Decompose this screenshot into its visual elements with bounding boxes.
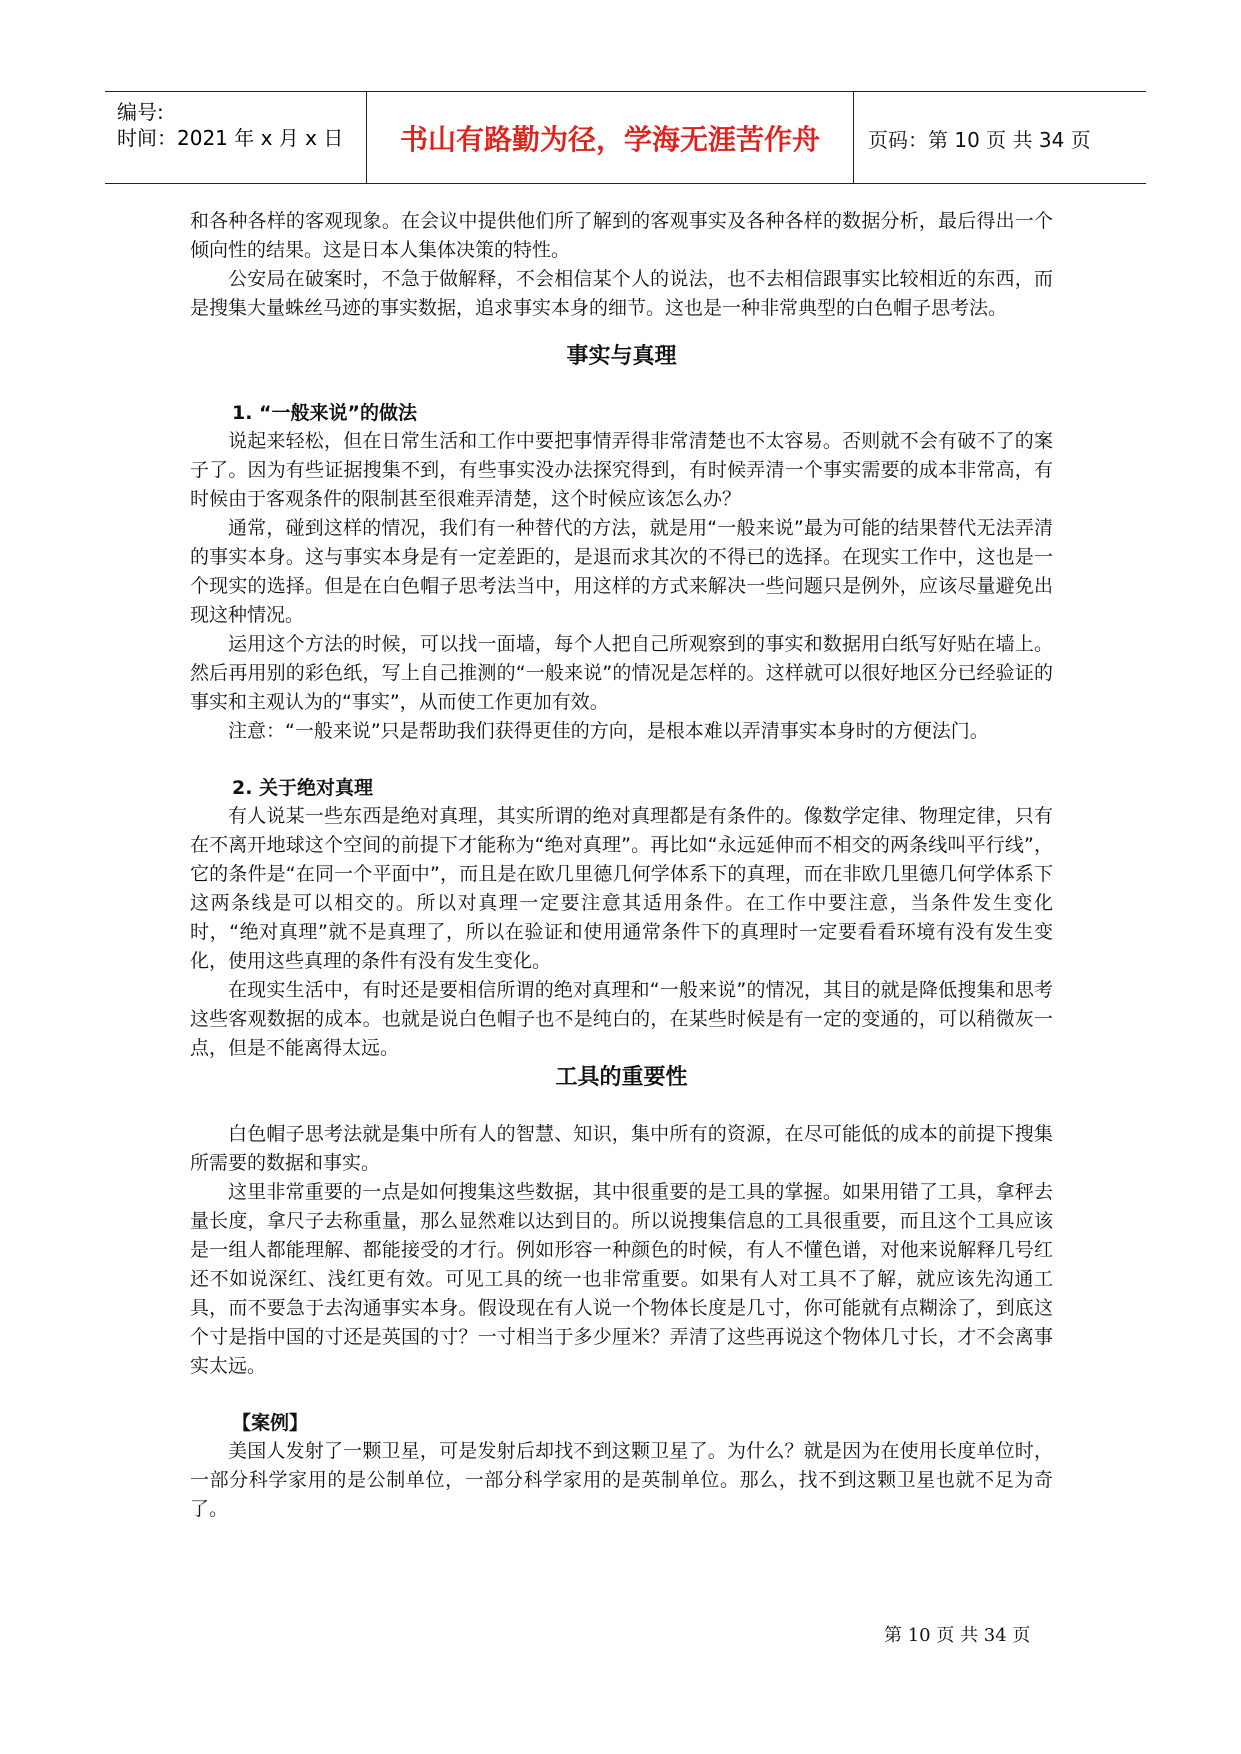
document-body bbox=[190, 207, 1053, 1524]
header-table bbox=[105, 91, 1146, 184]
header-page-number: 页码：第 10 页 共 34 页 bbox=[868, 128, 1091, 152]
paragraph: 说起来轻松，但在日常生活和工作中要把事情弄得非常清楚也不太容易。否则就不会有破不了的案子了。因为有些证据搜集不到，有些事实没办法探究得到，有时候弄清一个事实需要的成本非常高，有时候由于客观条件的限制甚至很难弄清楚，这个时候应该怎么办？ bbox=[190, 430, 1053, 510]
paragraph: 和各种各样的客观现象。在会议中提供他们所了解到的客观事实及各种各样的数据分析，最后得出一个倾向性的结果。这是日本人集体决策的特性。 bbox=[190, 210, 1053, 261]
paragraph: 白色帽子思考法就是集中所有人的智慧、知识，集中所有的资源，在尽可能低的成本的前提下搜集所需要的数据和事实。 bbox=[190, 1123, 1053, 1174]
header-motto-cell bbox=[367, 92, 854, 183]
section-title: 工具的重要性 bbox=[555, 1065, 688, 1090]
paragraph: 运用这个方法的时候，可以找一面墙，每个人把自己所观察到的事实和数据用白纸写好贴在墙上。然后再用别的彩色纸，写上自己推测的“一般来说”的情况是怎样的。这样就可以很好地区分已经验证的事实和主观认为的“事实”，从而使工作更加有效。 bbox=[190, 633, 1053, 713]
document-number-label: 编号: bbox=[117, 100, 164, 124]
document-time-label: 时间：2021 年 x 月 x 日 bbox=[117, 126, 344, 150]
footer-page-number: 第 10 页 共 34 页 bbox=[884, 1625, 1031, 1646]
paragraph: 这里非常重要的一点是如何搜集这些数据，其中很重要的是工具的掌握。如果用错了工具，拿秤去量长度，拿尺子去称重量，那么显然难以达到目的。所以说搜集信息的工具很重要，而且这个工具应该是一组人都能理解、都能接受的才行。例如形容一种颜色的时候，有人不懂色谱，对他来说解释几号红还不如说深红、浅红更有效。可见工具的统一也非常重要。如果有人对工具不了解，就应该先沟通工具，而不要急于去沟通事实本身。假设现在有人说一个物体长度是几寸，你可能就有点糊涂了，到底这个寸是指中国的寸还是英国的寸？一寸相当于多少厘米？弄清了这些再说这个物体几寸长，才不会离事实太远。 bbox=[190, 1181, 1053, 1377]
header-page-cell bbox=[854, 92, 1146, 183]
section-title: 事实与真理 bbox=[566, 344, 677, 369]
header-meta-cell bbox=[105, 92, 367, 183]
paragraph: 通常，碰到这样的情况，我们有一种替代的方法，就是用“一般来说”最为可能的结果替代无法弄清的事实本身。这与事实本身是有一定差距的，是退而求其次的不得已的选择。在现实工作中，这也是一个现实的选择。但是在白色帽子思考法当中，用这样的方式来解决一些问题只是例外，应该尽量避免出现这种情况。 bbox=[190, 517, 1053, 626]
header-motto: 书山有路勤为径，学海无涯苦作舟 bbox=[399, 123, 820, 156]
case-title: 【案例】 bbox=[232, 1412, 309, 1434]
paragraph: 注意：“一般来说”只是帮助我们获得更佳的方向，是根本难以弄清事实本身时的方便法门。 bbox=[228, 720, 989, 742]
paragraph: 公安局在破案时，不急于做解释，不会相信某个人的说法，也不去相信跟事实比较相近的东西，而是搜集大量蛛丝马迹的事实数据，追求事实本身的细节。这也是一种非常典型的白色帽子思考法。 bbox=[190, 268, 1053, 319]
paragraph: 在现实生活中，有时还是要相信所谓的绝对真理和“一般来说”的情况，其目的就是降低搜集和思考这些客观数据的成本。也就是说白色帽子也不是纯白的，在某些时候是有一定的变通的，可以稍微灰一点，但是不能离得太远。 bbox=[190, 979, 1053, 1059]
paragraph: 有人说某一些东西是绝对真理，其实所谓的绝对真理都是有条件的。像数学定律、物理定律，只有在不离开地球这个空间的前提下才能称为“绝对真理”。再比如“永远延伸而不相交的两条线叫平行线”，它的条件是“在同一个平面中”，而且是在欧几里德几何学体系下的真理，而在非欧几里德几何学体系下这两条线是可以相交的。所以对真理一定要注意其适用条件。在工作中要注意，当条件发生变化时，“绝对真理”就不是真理了，所以在验证和使用通常条件下的真理时一定要看看环境有没有发生变化，使用这些真理的条件有没有发生变化。 bbox=[190, 805, 1053, 972]
subsection-title: 2. 关于绝对真理 bbox=[232, 777, 374, 799]
paragraph: 美国人发射了一颗卫星，可是发射后却找不到这颗卫星了。为什么？就是因为在使用长度单位时，一部分科学家用的是公制单位，一部分科学家用的是英制单位。那么，找不到这颗卫星也就不足为奇了。 bbox=[190, 1440, 1053, 1520]
subsection-title: 1. “一般来说”的做法 bbox=[232, 402, 418, 424]
